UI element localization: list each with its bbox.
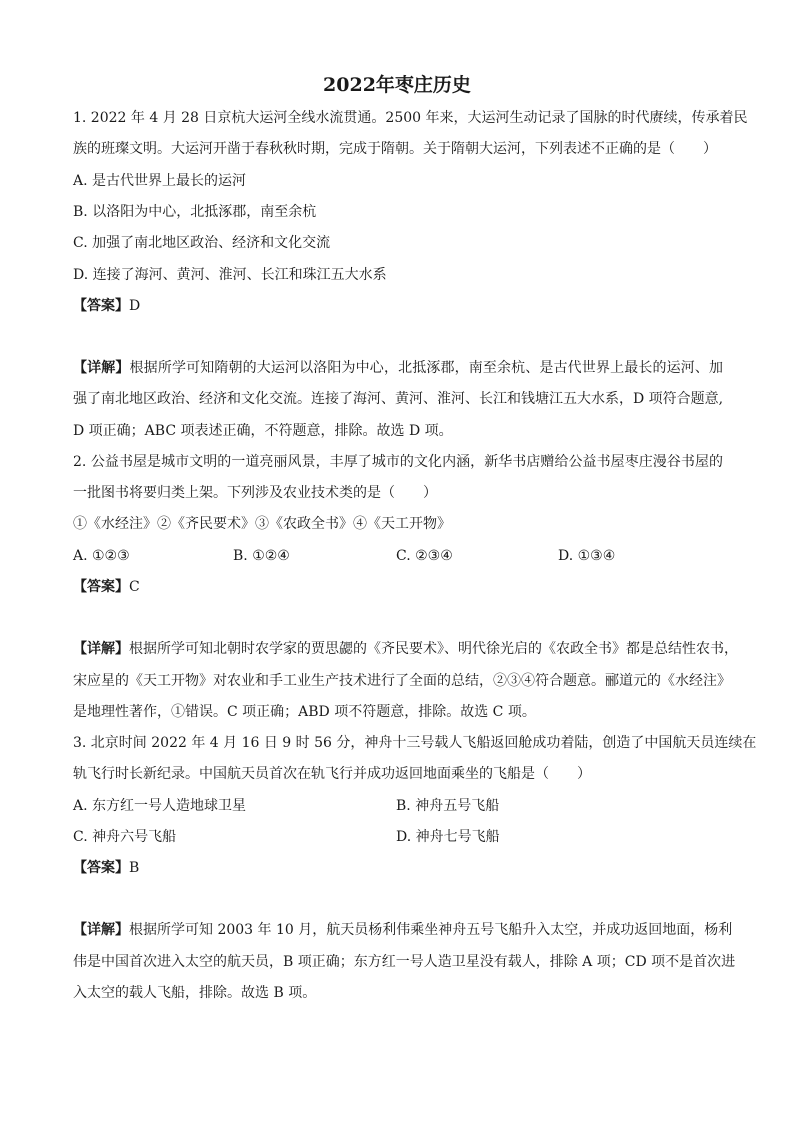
q1-stem-line-2: 族的班璨文明。大运河开凿于春秋秋时期，完成于隋朝。关于隋朝大运河，下列表述不正确的是（ ）: [73, 141, 717, 157]
q3-answer: [73, 858, 139, 878]
q1-answer-value: D: [129, 298, 141, 314]
q1-stem-line-1: 1. 2022 年 4 月 28 日京杭大运河全线水流贯通。2500 年来，大运河生动记录了国脉的时代赓续，传承着民: [73, 110, 748, 126]
q2-option-b: B. ①②④: [233, 548, 290, 564]
explain-label: 【详解】: [73, 922, 129, 938]
q1-answer: [73, 296, 140, 316]
q2-stem-line-2: 一批图书将要归类上架。下列涉及农业技术类的是（ ）: [73, 485, 437, 501]
q1-explain-line-3: D 项正确；ABC 项表述正确，不符题意，排除。故选 D 项。: [73, 423, 453, 439]
q2-explain-line-2: 宋应星的《天工开物》对农业和手工业生产技术进行了全面的总结，②③④符合题意。郦道元的《水经注》: [73, 673, 731, 689]
q3-explain-text-1: 根据所学可知 2003 年 10 月，航天员杨利伟乘坐神舟五号飞船升入太空，并成功返回地面，杨利: [129, 922, 733, 938]
q3-stem-line-1: 3. 北京时间 2022 年 4 月 16 日 9 时 56 分，神舟十三号载人飞船返回舱成功着陆，创造了中国航天员连续在: [73, 735, 757, 751]
q2-option-a: A. ①②③: [73, 548, 130, 564]
q1-option-b: B. 以洛阳为中心，北抵涿郡，南至余杭: [73, 204, 317, 220]
q2-answer: [73, 577, 140, 597]
q2-option-d: D. ①③④: [558, 548, 616, 564]
q3-answer-value: B: [129, 860, 140, 876]
q2-option-c: C. ②③④: [396, 548, 453, 564]
q1-explain-line-2: 强了南北地区政治、经济和文化交流。连接了海河、黄河、淮河、长江和钱塘江五大水系，D 项符合题意,: [73, 391, 724, 407]
q2-explain-line-3: 是地理性著作，①错误。C 项正确；ABD 项不符题意，排除。故选 C 项。: [73, 704, 536, 720]
q3-option-b: B. 神舟五号飞船: [396, 798, 500, 814]
q3-stem-line-2: 轨飞行时长新纪录。中国航天员首次在轨飞行并成功返回地面乘坐的飞船是（ ）: [73, 766, 591, 782]
q3-option-c: C. 神舟六号飞船: [73, 829, 177, 845]
answer-label: 【答案】: [73, 860, 129, 876]
q3-option-d: D. 神舟七号飞船: [396, 829, 500, 845]
page-title: 2022年枣庄历史: [323, 74, 471, 96]
q3-explain-line-1: [73, 920, 733, 940]
q3-explain-line-3: 入太空的载人飞船，排除。故选 B 项。: [73, 985, 317, 1001]
q2-answer-value: C: [129, 579, 140, 595]
q3-option-a: A. 东方红一号人造地球卫星: [73, 798, 247, 814]
q2-items: ①《水经注》②《齐民要术》③《农政全书》④《天工开物》: [73, 516, 451, 532]
q1-option-d: D. 连接了海河、黄河、淮河、长江和珠江五大水系: [73, 267, 387, 283]
q2-explain-text-1: 根据所学可知北朝时农学家的贾思勰的《齐民要术》、明代徐光启的《农政全书》都是总结性农书，: [129, 641, 738, 657]
q2-explain-line-1: [73, 639, 738, 659]
explain-label: 【详解】: [73, 641, 129, 657]
q1-option-a: A. 是古代世界上最长的运河: [73, 173, 247, 189]
explain-label: 【详解】: [73, 360, 130, 376]
q3-explain-line-2: 伟是中国首次进入太空的航天员，B 项正确；东方红一号人造卫星没有载人，排除 A 项；CD 项不是首次进: [73, 954, 736, 970]
q2-stem-line-1: 2. 公益书屋是城市文明的一道亮丽风景，丰厚了城市的文化内涵，新华书店赠给公益书屋枣庄漫谷书屋的: [73, 454, 723, 470]
q1-explain-line-1: [73, 358, 723, 378]
q1-option-c: C. 加强了南北地区政治、经济和文化交流: [73, 235, 331, 251]
q1-explain-text-1: 根据所学可知隋朝的大运河以洛阳为中心，北抵涿郡，南至余杭、是古代世界上最长的运河、加: [129, 360, 724, 376]
answer-label: 【答案】: [73, 579, 129, 595]
answer-label: 【答案】: [73, 298, 129, 314]
